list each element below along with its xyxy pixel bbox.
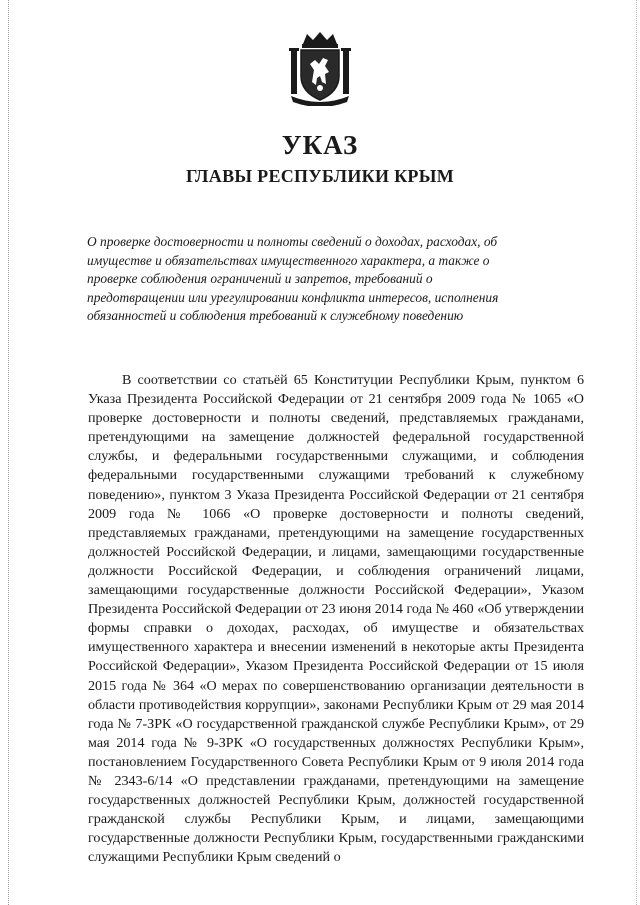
decree-body bbox=[88, 371, 584, 867]
decree-issuer: ГЛАВЫ РЕСПУБЛИКИ КРЫМ bbox=[186, 166, 454, 186]
crimea-coat-of-arms-icon bbox=[285, 30, 355, 106]
decree-title: УКАЗ bbox=[281, 130, 359, 160]
decree-subject: О проверке достоверности и полноты сведений о доходах, расходах, об имуществе и обязательствах имущественного характера, а также о проверке соблюдения ограничений и запретов, требований о предотвращении или урегулировании конфликта интересов, исполнения обязанностей и соблюдения требований к служебному поведению bbox=[87, 234, 499, 324]
body-paragraph: В соответствии со статьёй 65 Конституции Республики Крым, пунктом 6 Указа Президента Российской Федерации от 21 сентября 2009 года № 1065 «О проверке достоверности и полноты сведений, представляемых гражданами, претендующими на замещение должностей федеральной государственной службы, и федеральными государственными служащими, и соблюдения федеральными государственными служащими требований к служебному поведению», пунктом 3 Указа Президента Российской Федерации от 21 сентября 2009 года № 1066 «О проверке достоверности и полноты сведений, представляемых гражданами, претендующими на замещение государственных должностей Российской Федерации, и лицами, замещающими государственные должности Российской Федерации, и соблюдения ограничений лицами, замещающими государственные должности Российской Федерации», Указом Президента Российской Федерации от 23 июня 2014 года № 460 «Об утверждении формы справки о доходах, расходах, об имуществе и обязательствах имущественного характера и внесении изменений в некоторые акты Президента Российской Федерации», Указом Президента Российской Федерации от 15 июля 2015 года № 364 «О мерах по совершенствованию организации деятельности в области противодействия коррупции», законами Республики Крым от 29 мая 2014 года № 7-ЗРК «О государственной гражданской службе Республики Крым», от 29 мая 2014 года № 9-ЗРК «О государственных должностях Республики Крым», постановлением Государственного Совета Республики Крым от 9 июля 2014 года № 2343-6/14 «О представлении гражданами, претендующими на замещение государственных должностей Республики Крым, должностей государственной гражданской службы Республики Крым, и лицами, замещающими государственные должности Республики Крым, государственными гражданскими служащими Республики Крым сведений о bbox=[88, 372, 584, 866]
